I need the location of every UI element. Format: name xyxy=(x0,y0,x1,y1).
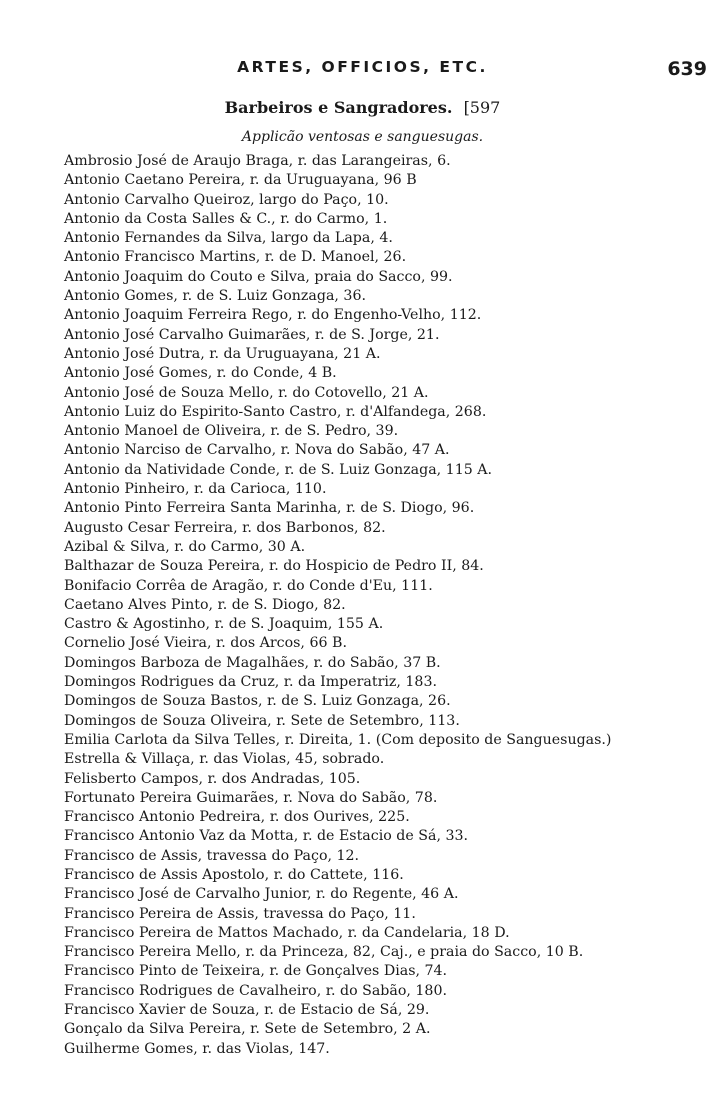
directory-entry: Antonio da Natividade Conde, r. de S. Luiz Gonzaga, 115 A. xyxy=(64,461,493,478)
directory-entry: Domingos Rodrigues da Cruz, r. da Imperatriz, 183. xyxy=(64,674,437,691)
directory-entry: Antonio José Dutra, r. da Uruguayana, 21 A. xyxy=(64,345,381,362)
directory-entry: Gonçalo da Silva Pereira, r. Sete de Setembro, 2 A. xyxy=(64,1021,431,1038)
directory-entry: Antonio José de Souza Mello, r. do Cotovello, 21 A. xyxy=(64,384,429,401)
directory-entry: Domingos Barboza de Magalhães, r. do Sabão, 37 B. xyxy=(64,654,441,671)
section-note: Applicão ventosas e sanguesugas. xyxy=(241,129,484,145)
directory-entry: Antonio Francisco Martins, r. de D. Manoel, 26. xyxy=(64,249,407,266)
directory-entry: Balthazar de Souza Pereira, r. do Hospicio de Pedro II, 84. xyxy=(64,558,484,575)
directory-entry: Francisco José de Carvalho Junior, r. do Regente, 46 A. xyxy=(64,886,459,903)
directory-entry: Antonio Joaquim Ferreira Rego, r. do Engenho-Velho, 112. xyxy=(64,307,482,324)
directory-entry: Francisco de Assis, travessa do Paço, 12. xyxy=(64,847,360,864)
directory-entry: Antonio Carvalho Queiroz, largo do Paço, 10. xyxy=(64,191,389,208)
directory-entry: Domingos de Souza Oliveira, r. Sete de Setembro, 113. xyxy=(64,712,460,729)
directory-entry: Caetano Alves Pinto, r. de S. Diogo, 82. xyxy=(64,596,346,613)
directory-entry: Guilherme Gomes, r. das Violas, 147. xyxy=(64,1040,330,1057)
directory-entry: Fortunato Pereira Guimarães, r. Nova do Sabão, 78. xyxy=(64,789,438,806)
directory-entry: Francisco Pereira de Mattos Machado, r. da Candelaria, 18 D. xyxy=(64,924,510,941)
directory-entry: Antonio da Costa Salles & C., r. do Carmo, 1. xyxy=(64,210,388,227)
directory-entry: Francisco Pinto de Teixeira, r. de Gonçalves Dias, 74. xyxy=(64,963,448,980)
section-heading xyxy=(0,98,725,117)
directory-entry: Francisco Pereira Mello, r. da Princeza, 82, Caj., e praia do Sacco, 10 B. xyxy=(64,944,584,961)
directory-entry: Antonio Joaquim do Couto e Silva, praia do Sacco, 99. xyxy=(64,268,453,285)
directory-entry: Domingos de Souza Bastos, r. de S. Luiz Gonzaga, 26. xyxy=(64,693,451,710)
directory-entry: Estrella & Villaça, r. das Violas, 45, sobrado. xyxy=(64,751,385,768)
directory-entry: Antonio José Gomes, r. do Conde, 4 B. xyxy=(64,365,337,382)
directory-entry: Castro & Agostinho, r. de S. Joaquim, 155 A. xyxy=(64,616,384,633)
directory-entry: Emilia Carlota da Silva Telles, r. Direita, 1. (Com deposito de Sanguesugas.) xyxy=(64,731,612,748)
directory-entry: Antonio Fernandes da Silva, largo da Lapa, 4. xyxy=(64,230,393,247)
directory-entry: Francisco Antonio Vaz da Motta, r. de Estacio de Sá, 33. xyxy=(64,828,469,845)
section-reference-number: [597 xyxy=(463,98,501,117)
directory-entry: Augusto Cesar Ferreira, r. dos Barbonos, 82. xyxy=(64,519,386,536)
directory-entry: Felisberto Campos, r. dos Andradas, 105. xyxy=(64,770,361,787)
directory-entry: Francisco Pereira de Assis, travessa do Paço, 11. xyxy=(64,905,416,922)
directory-entry: Azibal & Silva, r. do Carmo, 30 A. xyxy=(64,538,306,555)
section-heading-text: Barbeiros e Sangradores. xyxy=(224,98,453,117)
directory-entry: Antonio José Carvalho Guimarães, r. de S. Jorge, 21. xyxy=(64,326,440,343)
directory-entry: Antonio Pinheiro, r. da Carioca, 110. xyxy=(64,481,327,498)
directory-entry: Antonio Manoel de Oliveira, r. de S. Pedro, 39. xyxy=(64,423,399,440)
entry-list xyxy=(64,152,724,1059)
directory-entry: Cornelio José Vieira, r. dos Arcos, 66 B. xyxy=(64,635,347,652)
directory-entry: Antonio Caetano Pereira, r. da Uruguayana, 96 B xyxy=(64,172,417,189)
page-number: 639 xyxy=(667,58,707,80)
directory-entry: Antonio Pinto Ferreira Santa Marinha, r. de S. Diogo, 96. xyxy=(64,500,475,517)
directory-entry: Antonio Narciso de Carvalho, r. Nova do Sabão, 47 A. xyxy=(64,442,450,459)
directory-entry: Francisco Antonio Pedreira, r. dos Ourives, 225. xyxy=(64,809,410,826)
directory-entry: Antonio Gomes, r. de S. Luiz Gonzaga, 36. xyxy=(64,288,366,305)
directory-entry: Francisco Xavier de Souza, r. de Estacio de Sá, 29. xyxy=(64,1002,430,1019)
directory-entry: Bonifacio Corrêa de Aragão, r. do Conde d'Eu, 111. xyxy=(64,577,433,594)
directory-entry: Francisco Rodrigues de Cavalheiro, r. do Sabão, 180. xyxy=(64,982,447,999)
page-header-title: ARTES, OFFICIOS, ETC. xyxy=(237,58,488,76)
directory-entry: Ambrosio José de Araujo Braga, r. das Larangeiras, 6. xyxy=(64,153,451,169)
directory-entry: Francisco de Assis Apostolo, r. do Cattete, 116. xyxy=(64,866,404,883)
directory-entry: Antonio Luiz do Espirito-Santo Castro, r. d'Alfandega, 268. xyxy=(64,403,487,420)
